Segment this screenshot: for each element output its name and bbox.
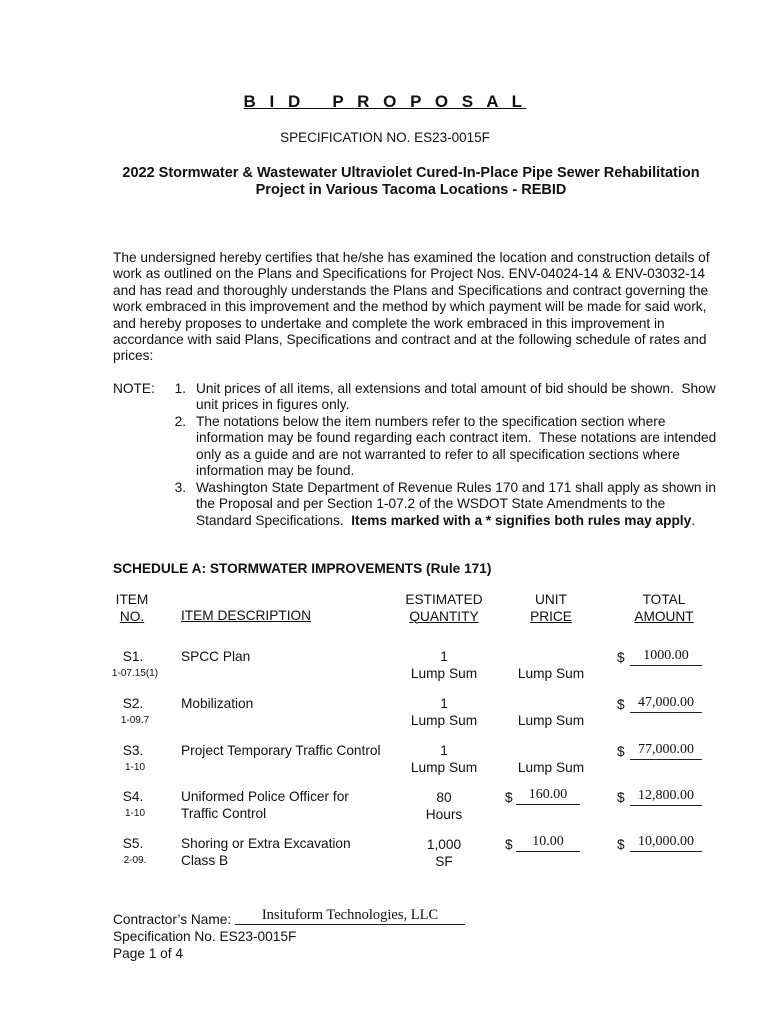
quantity-unit: Lump Sum [410,759,478,775]
quantity-unit: Lump Sum [410,665,478,681]
item-quantity [395,743,493,776]
unit-price-text: Lump Sum [517,760,585,775]
note-item [196,480,726,529]
dollar-sign: $ [505,790,513,805]
total-amount-field[interactable]: 10,000.00 [630,835,702,852]
note-line: The notations below the item numbers refer to the specification section where [196,414,666,429]
intro-line: and has read and thoroughly understands the Plans and Specifications and contract governing the [113,282,709,298]
header-text: QUANTITY [409,608,479,624]
intro-line: work embraced in this improvement and the method by which payment will be made for said work, [113,299,707,315]
intro-line: The undersigned hereby certifies that he/she has examined the location and construction details of [113,250,710,265]
item-spec-ref: 1-09.7 [120,715,150,726]
item-description: Mobilization [181,696,254,711]
item-number: S2. [122,696,144,711]
note-number: 2. [174,414,186,429]
dollar-sign: $ [617,790,625,805]
unit-price-text: Lump Sum [517,713,585,728]
dollar-sign: $ [617,744,625,759]
header-text: TOTAL [642,592,686,607]
quantity-value: 1,000 [426,837,462,852]
item-number: S4. [122,789,144,804]
description-line: Shoring or Extra Excavation [181,836,351,851]
header-text: UNIT [535,592,567,607]
item-quantity [395,649,493,682]
intro-paragraph [113,250,723,365]
item-description [181,836,351,869]
item-spec-ref: 2-09. [123,855,147,866]
note-text-end: . [691,512,696,528]
item-number: S5. [122,836,144,851]
contractor-label: Contractor’s Name: [113,912,232,927]
item-quantity [395,837,493,870]
item-spec-ref: 1-10 [124,808,145,819]
header-description: ITEM DESCRIPTION [181,608,312,623]
dollar-sign: $ [617,837,625,852]
item-description [181,789,349,822]
note-line: information may be found regarding each contract item. These notations are intended [196,430,717,446]
note-line: unit prices in figures only. [196,397,350,413]
note-line [196,513,726,529]
unit-price-text: Lump Sum [517,666,585,681]
dollar-sign: $ [505,837,513,852]
specification-number: SPECIFICATION NO. ES23-0015F [280,130,490,145]
total-amount-field[interactable]: 12,800.00 [630,789,702,806]
header-unit-price [510,592,592,625]
item-number: S3. [122,743,144,758]
description-line: Class B [181,852,229,868]
total-amount-field[interactable]: 47,000.00 [630,696,702,713]
header-total-amount [622,592,706,625]
quantity-value: 1 [440,743,448,758]
total-amount-field[interactable]: 77,000.00 [630,743,702,760]
note-text-bold: Items marked with a * signifies both rules may apply [351,512,692,528]
item-number: S1. [122,649,144,664]
description-line: Uniformed Police Officer for [181,789,349,804]
item-quantity [395,696,493,729]
footer-specification: Specification No. ES23-0015F [113,929,297,944]
quantity-value: 80 [436,790,452,805]
schedule-title: SCHEDULE A: STORMWATER IMPROVEMENTS (Rule 171) [113,561,492,576]
note-label: NOTE: [113,381,155,396]
page-title: B I D P R O P O S A L [243,92,527,111]
item-description: SPCC Plan [181,649,251,664]
intro-line: accordance with said Plans, Specifications and contract and at the following schedule of rates and [113,332,707,348]
dollar-sign: $ [617,650,625,665]
quantity-unit: SF [435,853,453,869]
total-amount-field[interactable]: 1000.00 [630,649,702,666]
header-text: NO. [119,608,145,624]
note-item [196,414,726,480]
intro-line: and hereby proposes to undertake and complete the work embraced in this improvement in [113,315,665,331]
quantity-unit: Hours [425,806,463,822]
header-item-no [111,592,153,625]
project-title-line: 2022 Stormwater & Wastewater Ultraviolet Cured-In-Place Pipe Sewer Rehabilitation [122,165,700,181]
note-text-plain: Standard Specifications. [196,512,352,528]
note-line: information may be found. [196,463,355,479]
item-spec-ref: 1-07.15(1) [111,668,159,679]
header-text: PRICE [530,608,572,624]
header-text: AMOUNT [634,608,694,624]
quantity-value: 1 [440,649,448,664]
header-quantity [395,592,493,625]
note-item [196,381,726,414]
unit-price-field[interactable]: 160.00 [516,788,580,805]
page-number: Page 1 of 4 [113,946,184,961]
quantity-value: 1 [440,696,448,711]
quantity-unit: Lump Sum [410,712,478,728]
contractor-name-field[interactable]: Insituform Technologies, LLC [235,908,465,925]
note-line: the Proposal and per Section 1-07.2 of the WSDOT State Amendments to the [196,496,666,512]
note-number: 1. [174,381,186,396]
item-spec-ref: 1-10 [124,762,145,773]
note-line: Unit prices of all items, all extensions and total amount of bid should be shown. Show [196,381,716,396]
header-text: ITEM [115,592,149,607]
description-line: Traffic Control [181,805,267,821]
unit-price-field[interactable]: 10.00 [516,835,580,852]
note-line: only as a guide and are not warranted to refer to all specification sections where [196,446,680,462]
header-text: ESTIMATED [405,592,483,607]
project-title [100,165,722,199]
note-line: Washington State Department of Revenue Rules 170 and 171 shall apply as shown in [196,480,716,495]
item-description: Project Temporary Traffic Control [181,743,381,758]
note-number: 3. [174,480,186,495]
intro-line: work as outlined on the Plans and Specifications for Project Nos. ENV-04024-14 & ENV-03032-14 [113,266,705,282]
project-title-line: Project in Various Tacoma Locations - REBID [255,182,567,198]
dollar-sign: $ [617,697,625,712]
intro-line: prices: [113,348,154,364]
item-quantity [395,790,493,823]
